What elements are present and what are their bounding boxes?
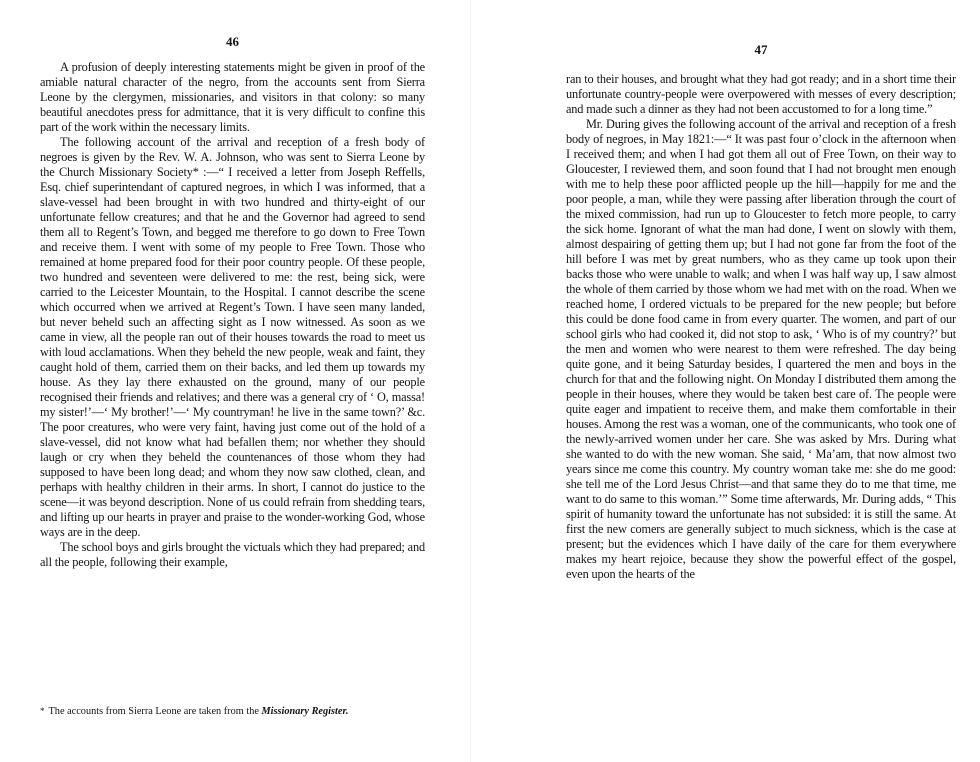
right-page-text <box>566 72 956 582</box>
left-page-text <box>40 60 425 570</box>
book-gutter <box>470 0 471 762</box>
paragraph: The following account of the arrival and reception of a fresh body of negroes is given by the Rev. W. A. Johnson, who was sent to Sierra Leone by the Church Missionary Society* :—“ I received a letter from Joseph Reffells, Esq. chief superintendant of captured negroes, in which I was informed, that a slave-vessel had been brought in with two hundred and thirty-eight of our unfortunate fellow creatures; and that he and the Governor had agreed to send them all to Regent’s Town, and begged me therefore to go down to Free Town and receive them. I went with some of my people to Free Town. Those who remained at home prepared food for their poor country people. Of these people, two hundred and seventeen were delivered to me: the rest, being sick, were carried to the Leicester Mountain, to the Hospital. I cannot describe the scene which occurred when we arrived at Regent’s Town. I have seen many landed, but never beheld such an affecting sight as I now witnessed. As soon as we came in view, all the people ran out of their houses towards the road to meet us with loud acclamations. When they beheld the new people, weak and faint, they caught hold of them, carried them on their backs, and led them up towards my house. As they lay there exhausted on the ground, many of our people recognised their friends and relatives; and there was a general cry of ‘ O, massa! my sister!’—‘ My brother!’—‘ My countryman! he live in the same town?’ &c. The poor creatures, who were very faint, having just come out of the hold of a slave-vessel, did not know what had befallen them; nor whether they should laugh or cry when they beheld the countenances of those whom they had supposed to have been long dead; and whom they now saw clothed, clean, and perhaps with healthy children in their arms. In short, I cannot do justice to the scene—it was beyond description. None of us could refrain from shedding tears, and lifting up our hearts in prayer and praise to the wonder-working God, whose ways are in the deep. <box>40 135 425 539</box>
page-number-left: 46 <box>226 34 239 49</box>
footnote <box>40 705 425 718</box>
footnote-text: The accounts from Sierra Leone are taken from the <box>48 706 259 717</box>
paragraph: A profusion of deeply interesting statements might be given in proof of the amiable natural character of the negro, from the accounts sent from Sierra Leone by the clergymen, missionaries, and visitors in that colony: so many beautiful anecdotes press for admittance, that it is very difficult to confine this part of the work within the necessary limits. <box>40 60 425 134</box>
paragraph: The school boys and girls brought the victuals which they had prepared; and all the people, following their example, <box>40 540 425 569</box>
paragraph: Mr. During gives the following account of the arrival and reception of a fresh body of negroes, in May 1821:—“ It was past four o’clock in the afternoon when I received them; and when I had got them all out of Free Town, on their way to Gloucester, I reviewed them, and soon found that I had not brought men enough with me to help these poor afflicted people up the hill—happily for me and the poor people, a man, while they were passing after liberation through the court of the mixed commission, had run up to Gloucester to fetch more people, to carry the sick home. Ignorant of what the man had done, I went on slowly with them, almost despairing of getting them up; but I had not gone far from the foot of the hill before I was met by great numbers, who as they came up took upon their backs those who were unable to walk; and when I was half way up, I saw almost the whole of them carried by those whom we had met with on the road. When we reached home, I ordered victuals to be prepared for the new people; but before this could be done food came in from every quarter. The women, and part of our school girls who had cooked it, did not stop to ask, ‘ Who is of my country?’ but the men and women who were nearest to them were refreshed. The day being quite gone, and it being Saturday besides, I quartered the men and boys in the church for that and the following night. On Monday I distributed them among the people in their houses, where they would be taken best care of. The people were quite eager and impatient to receive them, and make them comfortable in their houses. Among the rest was a woman, one of the communicants, who took one of the newly-arrived women under her care. She was asked by Mrs. During what she wanted to do with the new woman. She said, ‘ Ma’am, that now almost two years since me come this country. My country woman take me: she do me good: she tell me of the Lord Jesus Christ—and that same they do to me that time, me want to do same to this woman.’” Some time afterwards, Mr. During adds, “ This spirit of humanity toward the unfortunate has not subsided: it is still the same. At first the new comers are generally subject to much sickness, which is the case at present; but the evidences which I have daily of the care for them everywhere makes my heart rejoice, because they show the powerful effect of the gospel, even upon the hearts of the <box>566 117 956 581</box>
right-page <box>566 0 956 762</box>
page-number-right: 47 <box>754 42 768 57</box>
paragraph: ran to their houses, and brought what they had got ready; and in a short time their unfortunate country-people were overpowered with messes of every description; and made such a dinner as they had not been accustomed to for a long time.” <box>566 72 956 116</box>
footnote-source: Missionary Register. <box>261 706 349 717</box>
footnote-marker: * <box>40 706 45 716</box>
left-page <box>40 0 425 762</box>
